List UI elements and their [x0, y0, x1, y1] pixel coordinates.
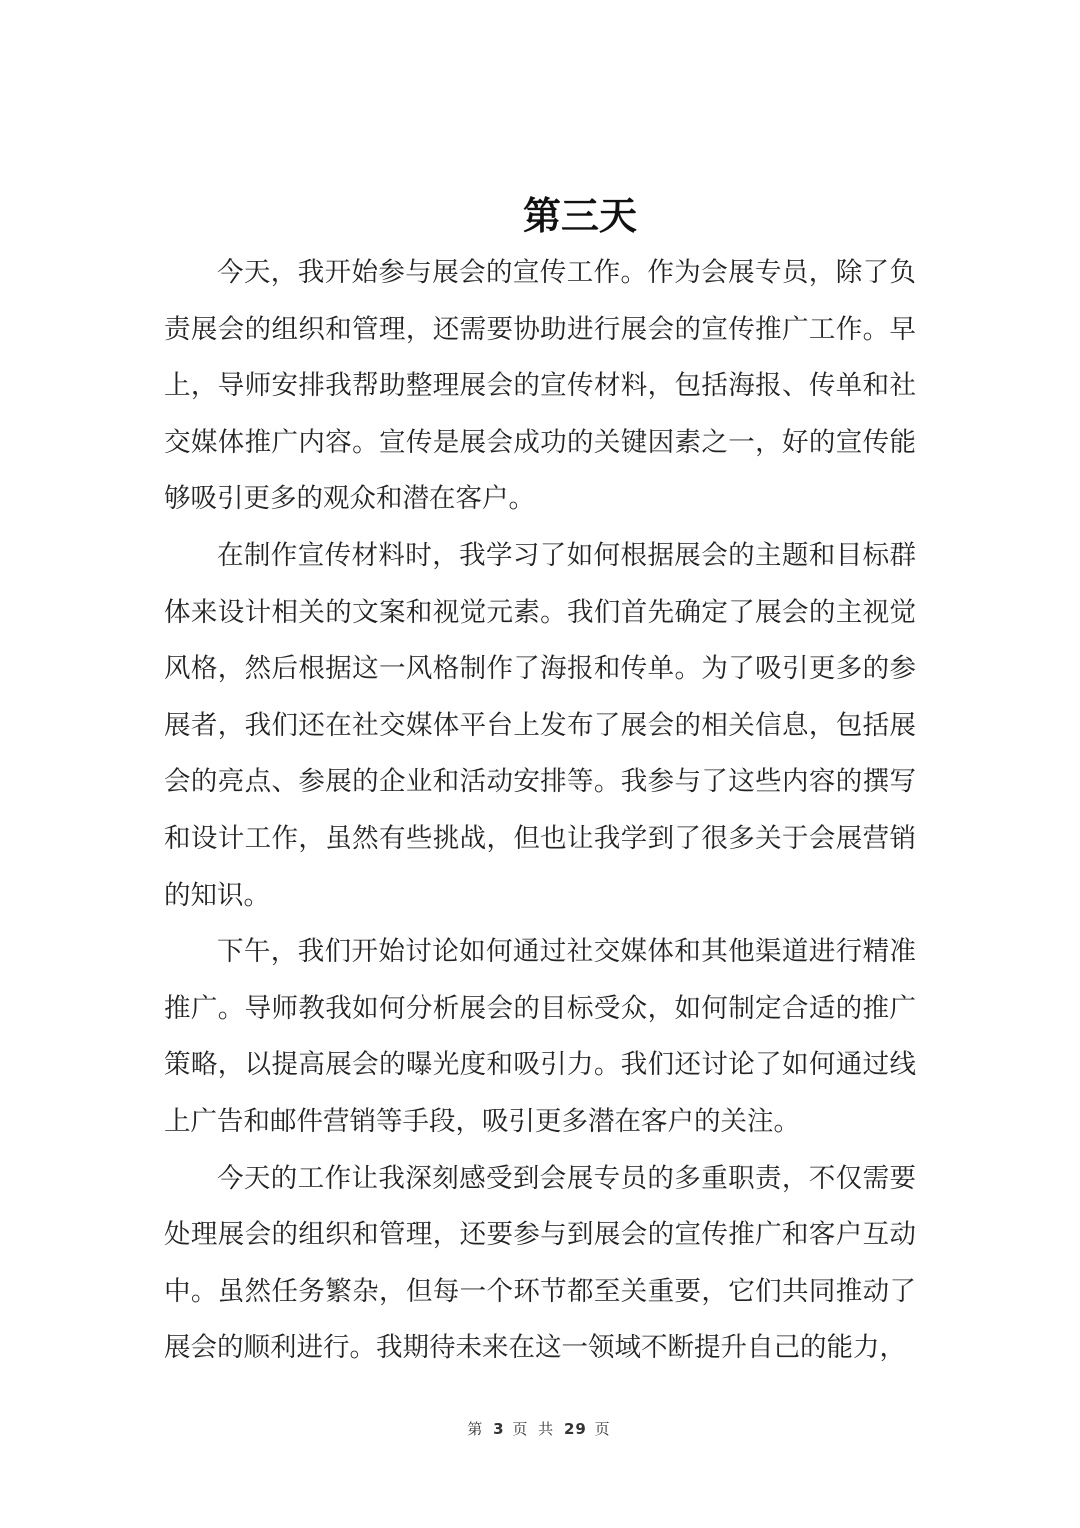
paragraph-2: 在制作宣传材料时，我学习了如何根据展会的主题和目标群体来设计相关的文案和视觉元素。我们首先确定了展会的主视觉风格，然后根据这一风格制作了海报和传单。为了吸引更多的参展者，我们还在社交媒体平台上发布了展会的相关信息，包括展会的亮点、参展的企业和活动安排等。我参与了这些内容的撰写和设计工作，虽然有些挑战，但也让我学到了很多关于会展营销的知识。 — [164, 539, 916, 911]
paragraph-4: 今天的工作让我深刻感受到会展专员的多重职责，不仅需要处理展会的组织和管理，还要参与到展会的宣传推广和客户互动中。虽然任务繁杂，但每一个环节都至关重要，它们共同推动了展会的顺利进行。我期待未来在这一领域不断提升自己的能力， — [164, 1162, 916, 1364]
page-number-prefix: 第 — [467, 1420, 486, 1438]
page-number-total: 29 — [563, 1420, 587, 1438]
page-footer — [0, 1418, 1080, 1440]
document-body — [164, 245, 916, 1377]
paragraph-3: 下午，我们开始讨论如何通过社交媒体和其他渠道进行精准推广。导师教我如何分析展会的目标受众，如何制定合适的推广策略，以提高展会的曝光度和吸引力。我们还讨论了如何通过线上广告和邮件营销等手段，吸引更多潜在客户的关注。 — [164, 936, 916, 1137]
page-title: 第三天 — [522, 194, 637, 238]
page-number-current: 3 — [493, 1420, 505, 1438]
page-number-middle: 页 共 — [512, 1420, 557, 1438]
paragraph-1: 今天，我开始参与展会的宣传工作。作为会展专员，除了负责展会的组织和管理，还需要协助进行展会的宣传推广工作。早上，导师安排我帮助整理展会的宣传材料，包括海报、传单和社交媒体推广内容。宣传是展会成功的关键因素之一，好的宣传能够吸引更多的观众和潜在客户。 — [164, 257, 916, 515]
page-number-suffix: 页 — [594, 1420, 613, 1438]
